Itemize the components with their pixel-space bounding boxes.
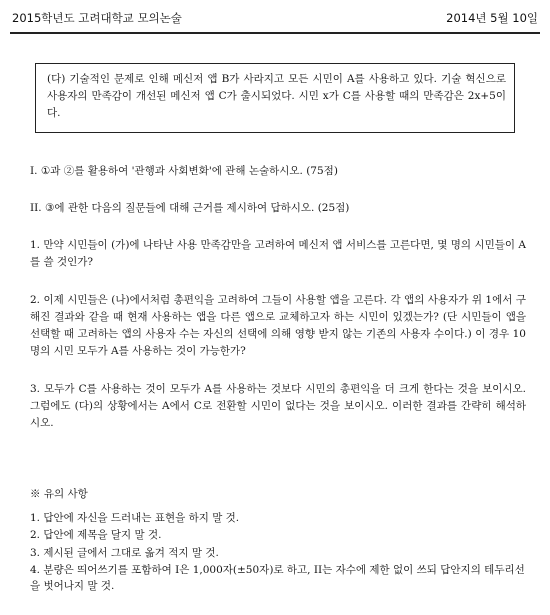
- subquestion-3: 3. 모두가 C를 사용하는 것이 모두가 A를 사용하는 것보다 시민의 총편익을 더 크게 한다는 것을 보이시오. 그럼에도 (다)의 상황에서는 A에서 C로 전환할 시민이 없다는 것을 보이시오. 이러한 결과를 간략히 해석하시오.: [30, 383, 526, 429]
- passage-box: [35, 63, 515, 133]
- passage-text: (다) 기술적인 문제로 인해 메신저 앱 B가 사라지고 모든 시민이 A를 사용하고 있다. 기술 혁신으로 사용자의 만족감이 개선된 메신저 앱 C가 출시되었다. 시민 x가 C를 사용할 때의 만족감은 2x+5이다.: [47, 73, 506, 119]
- page-header: [12, 8, 538, 28]
- question-1-title: I. ①과 ②를 활용하여 '관행과 사회변화'에 관해 논술하시오. (75점): [30, 165, 338, 177]
- note-item: 4. 분량은 띄어쓰기를 포함하여 I은 1,000자(±50자)로 하고, II는 자수에 제한 없이 쓰되 답안지의 테두리선을 벗어나지 말 것.: [30, 564, 525, 592]
- header-divider: [10, 32, 540, 34]
- notes-title: ※ 유의 사항: [30, 488, 88, 500]
- note-item: 2. 답안에 제목을 달지 말 것.: [30, 529, 162, 541]
- subquestion-1: 1. 만약 시민들이 (가)에 나타난 사용 만족감만을 고려하여 메신저 앱 서비스를 고른다면, 몇 명의 시민들이 A를 쓸 것인가?: [30, 239, 526, 268]
- exam-title: 2015학년도 고려대학교 모의논술: [12, 11, 182, 25]
- subquestion-2: 2. 이제 시민들은 (나)에서처럼 총편익을 고려하여 그들이 사용할 앱을 고른다. 각 앱의 사용자가 위 1에서 구해진 결과와 같을 때 현재 사용하는 앱을 다른 앱으로 교체하고자 하는 시민이 있겠는가? (단 시민들이 앱을 선택할 때 고려하는 앱의 사용자 수는 자신의 선택에 의해 영향 받지 않는 기존의 사용자 수이다.) 이 경우 10명의 시민 모두가 A를 사용하는 것이 가능한가?: [30, 294, 526, 357]
- exam-date: 2014년 5월 10일: [446, 11, 538, 25]
- notes-section: [30, 487, 530, 594]
- note-item: 3. 제시된 글에서 그대로 옮겨 적지 말 것.: [30, 546, 219, 559]
- question-2-title: II. ③에 관한 다음의 질문들에 대해 근거를 제시하여 답하시오. (25점): [30, 202, 350, 214]
- note-item: 1. 답안에 자신을 드러내는 표현을 하지 말 것.: [30, 511, 240, 524]
